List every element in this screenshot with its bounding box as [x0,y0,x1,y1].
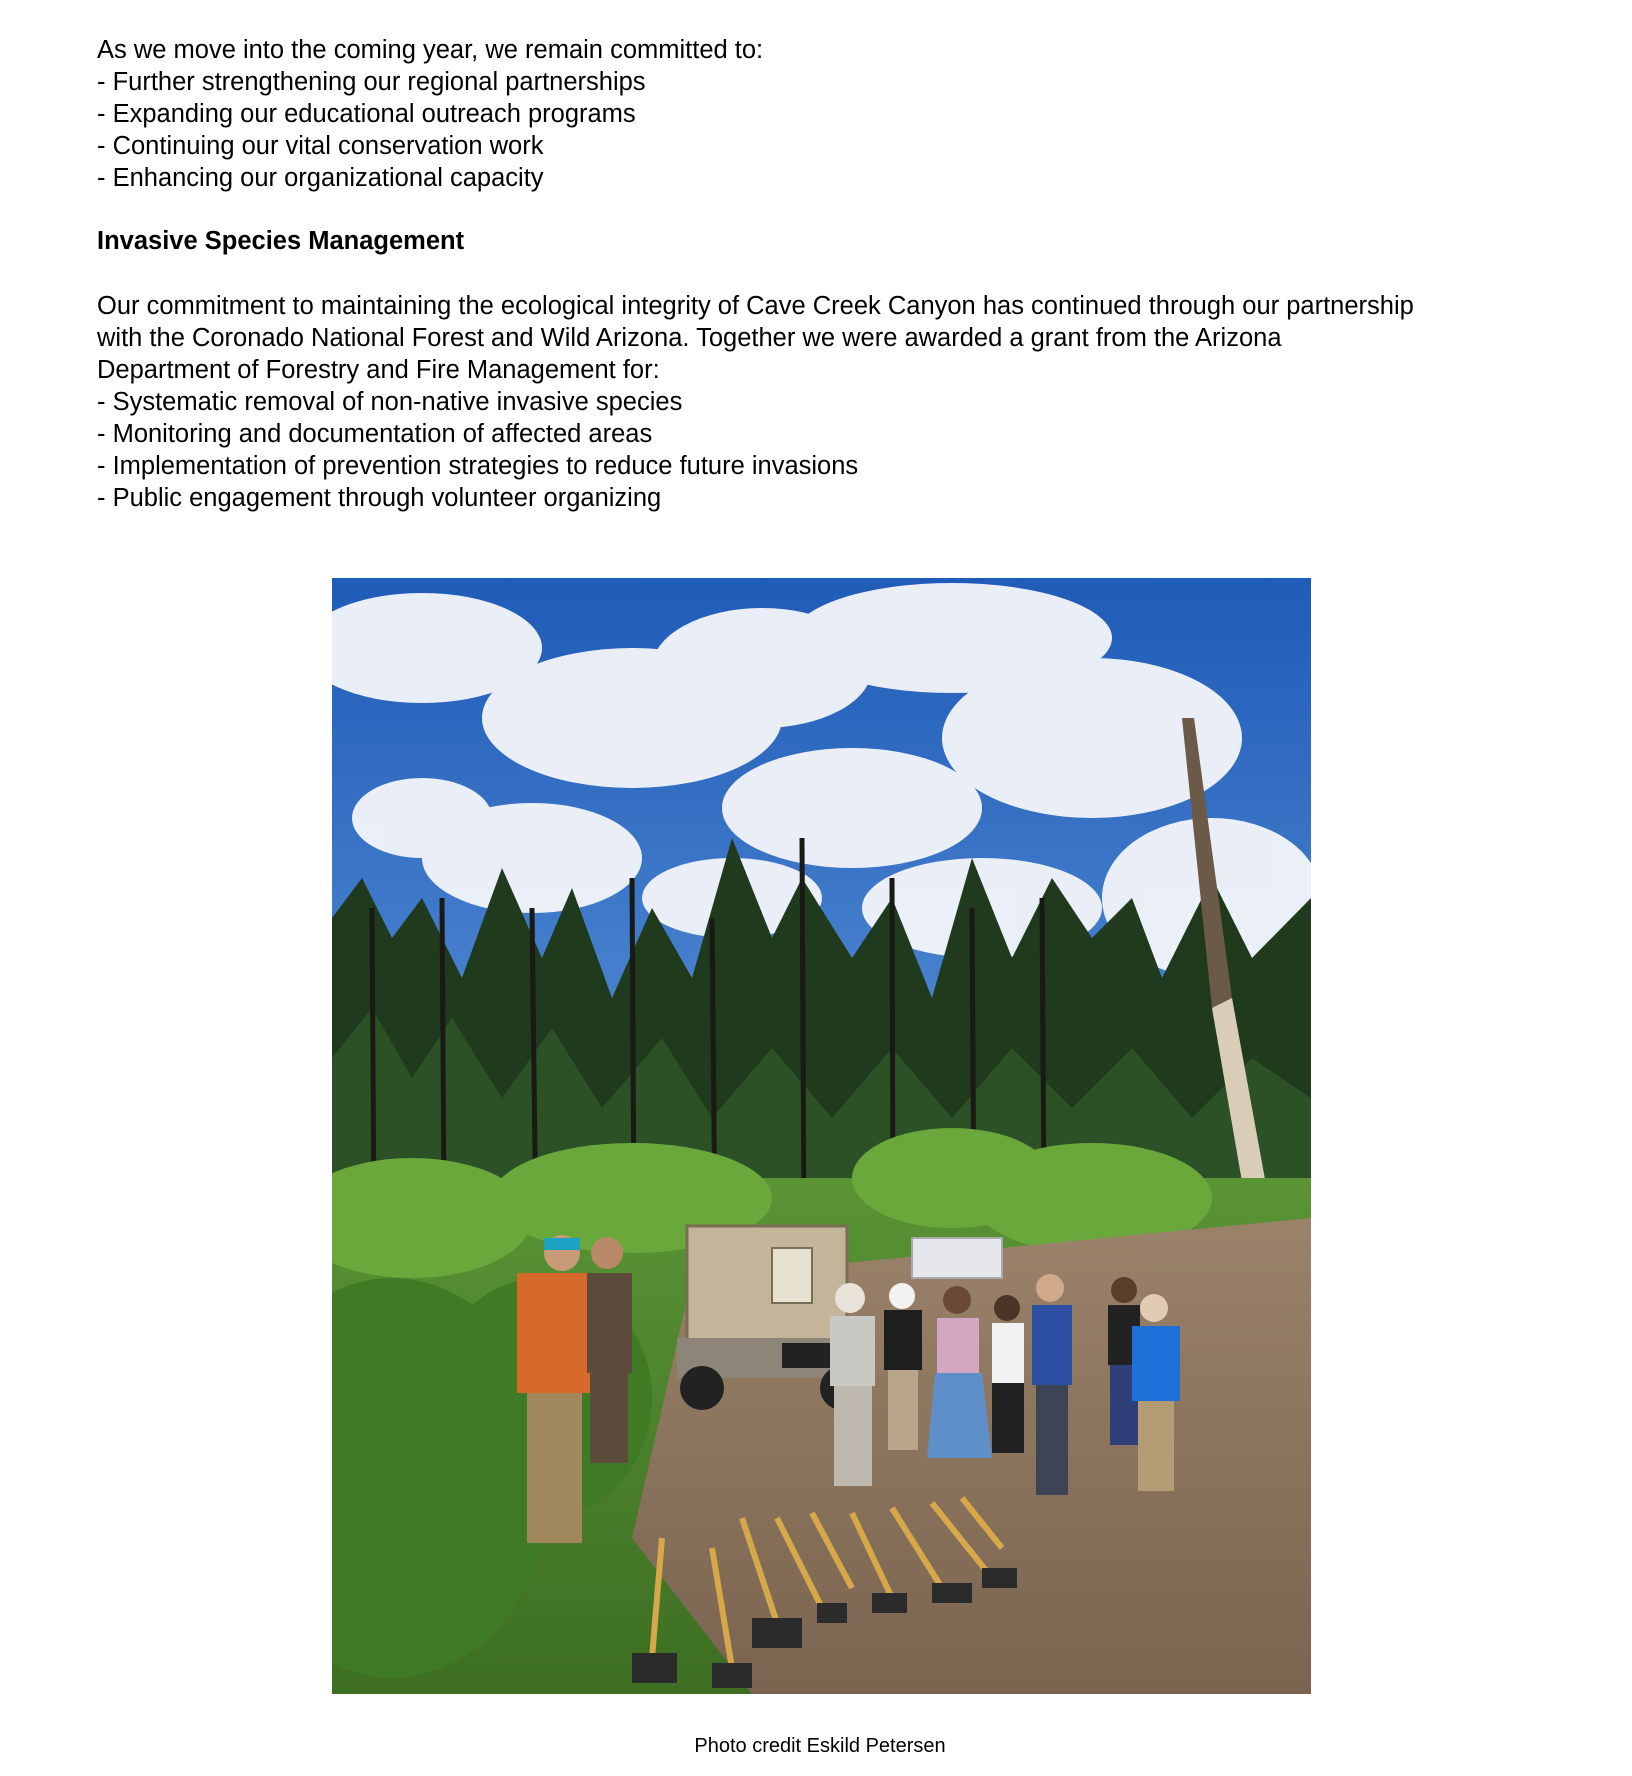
paragraph-line: Department of Forestry and Fire Management for: [97,356,660,384]
paragraph-line: Our commitment to maintaining the ecological integrity of Cave Creek Canyon has continued through our partnership [97,292,1414,320]
photo-caption [0,1734,1632,1758]
volunteer-photo [332,578,1311,1694]
section-body [97,290,1557,514]
section-list-item: - Monitoring and documentation of affected areas [97,420,653,448]
photo-illustration [332,578,1311,1694]
paragraph-line: with the Coronado National Forest and Wild Arizona. Together we were awarded a grant from the Arizona [97,324,1282,352]
intro-section [97,34,1557,194]
section-list-item: - Implementation of prevention strategies to reduce future invasions [97,452,859,480]
intro-list-item: - Expanding our educational outreach programs [97,100,636,128]
intro-lead: As we move into the coming year, we remain committed to: [97,36,764,64]
section-heading: Invasive Species Management [97,227,465,255]
section-list-item: - Systematic removal of non-native invasive species [97,388,683,416]
intro-list-item: - Continuing our vital conservation work [97,132,544,160]
intro-list-item: - Further strengthening our regional partnerships [97,68,646,96]
photo-caption-text: Photo credit Eskild Petersen [694,1735,946,1757]
section-list-item: - Public engagement through volunteer organizing [97,484,662,512]
intro-list-item: - Enhancing our organizational capacity [97,164,544,192]
white-truck [912,1238,1002,1278]
